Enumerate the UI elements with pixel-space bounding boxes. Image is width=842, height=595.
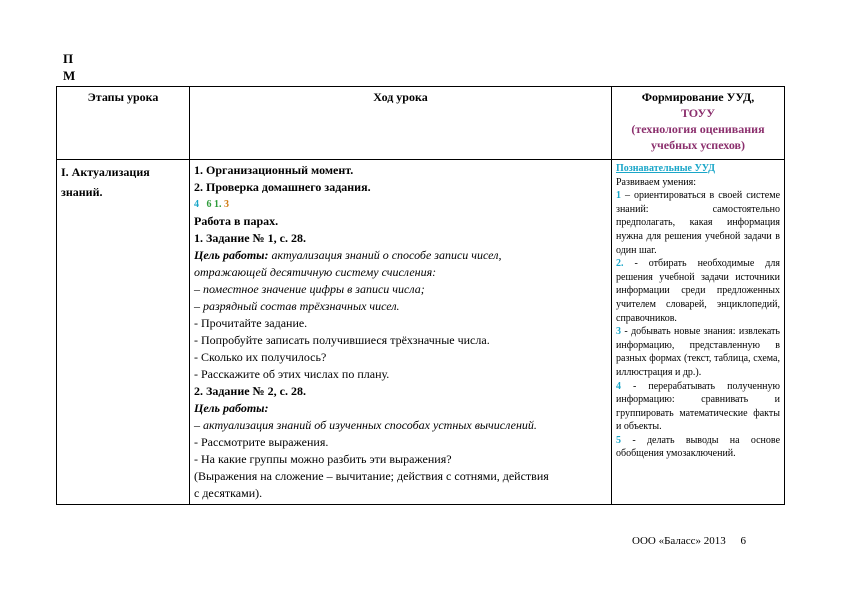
uud-item-3-text: - добывать новые знания: извлекать информацию, представленную в разных формах (текст, таблица, схема, иллюстрация и др.). — [616, 326, 780, 378]
corner-letter-2: М — [63, 68, 76, 83]
uud-item-2-num: 2. — [616, 258, 624, 270]
header-uud-line3: (технология оценивания — [631, 122, 765, 136]
course-task2-goal-text: – актуализация знаний об изученных способах устных вычислений. — [194, 418, 537, 432]
course-task1-point2: – разрядный состав трёхзначных чисел. — [194, 299, 400, 313]
course-instruction-1: - Прочитайте задание. — [194, 316, 308, 330]
uud-item-1 — [616, 189, 780, 257]
course-task1-title: 1. Задание № 1, с. 28. — [194, 231, 306, 245]
stage-cell — [57, 160, 190, 505]
uud-item-5 — [616, 434, 780, 461]
course-org-moment: 1. Организационный момент. — [194, 163, 354, 177]
course-numbers — [194, 196, 607, 213]
stage-line1: I. Актуализация — [61, 165, 150, 179]
content-row — [57, 160, 785, 505]
course-pair-work: Работа в парах. — [194, 214, 279, 228]
footer-page-number: 6 — [740, 535, 747, 547]
course-instruction-5: - Рассмотрите выражения. — [194, 435, 329, 449]
uud-intro: Развиваем умения: — [616, 176, 697, 188]
header-course-label: Ход урока — [373, 90, 428, 104]
course-answer-line1: (Выражения на сложение – вычитание; действия с сотнями, действия — [194, 469, 549, 483]
header-uud-line1: Формирование УУД, — [641, 90, 755, 104]
uud-cell — [612, 160, 785, 505]
course-task2-goal-label: Цель работы: — [194, 401, 269, 415]
uud-item-2-text: - отбирать необходимые для решения учебной задачи источники информации среди предложенных учителем словарей, энциклопедий, справочников. — [616, 258, 780, 324]
header-row — [57, 87, 785, 160]
header-uud-line2: ТОУУ — [680, 106, 716, 120]
stage-line2: знаний. — [61, 185, 103, 199]
header-stages — [57, 87, 190, 160]
header-uud-line4: учебных успехов) — [650, 138, 746, 152]
course-number-b: 6 — [206, 199, 212, 210]
course-instruction-2: - Попробуйте записать получившиеся трёхзначные числа. — [194, 333, 490, 347]
course-number-c: 1. — [214, 199, 222, 210]
footer-publisher: ООО «Баласс» 2013 — [632, 535, 726, 547]
course-cell — [190, 160, 612, 505]
course-homework-check: 2. Проверка домашнего задания. — [194, 180, 371, 194]
course-task1-goal-cont: отражающей десятичную систему счисления: — [194, 265, 437, 279]
uud-item-4-num: 4 — [616, 380, 621, 392]
uud-item-1-num: 1 — [616, 190, 621, 202]
course-task1-goal-label: Цель работы: — [194, 248, 269, 262]
course-task2-title: 2. Задание № 2, с. 28. — [194, 384, 306, 398]
course-instruction-6: - На какие группы можно разбить эти выражения? — [194, 452, 452, 466]
course-number-a: 4 — [194, 199, 199, 210]
uud-title: Познавательные УУД — [616, 163, 716, 174]
course-instruction-4: - Расскажите об этих числах по плану. — [194, 367, 390, 381]
header-course — [190, 87, 612, 160]
lesson-table — [56, 86, 785, 505]
corner-letters — [63, 50, 75, 84]
header-stages-label: Этапы урока — [87, 90, 159, 104]
page-footer — [632, 535, 746, 547]
course-answer-line2: с десятками). — [194, 486, 263, 500]
corner-letter-1: П — [63, 51, 74, 66]
uud-item-3-num: 3 — [616, 326, 621, 338]
uud-item-1-text: – ориентироваться в своей системе знаний: самостоятельно предполагать, какая информация нужна для решения учебной задачи в один шаг. — [616, 190, 781, 256]
course-task1-point1: – поместное значение цифры в записи числа; — [194, 282, 425, 296]
course-number-d: 3 — [224, 199, 229, 210]
uud-item-5-text: - делать выводы на основе обобщения умозаключений. — [616, 434, 781, 460]
uud-item-4-text: - перерабатывать полученную информацию: сравнивать и группировать математические факты и объекты. — [616, 380, 780, 433]
header-uud — [612, 87, 785, 160]
uud-item-2 — [616, 257, 780, 325]
course-instruction-3: - Сколько их получилось? — [194, 350, 327, 364]
uud-item-4 — [616, 380, 780, 434]
course-task1-goal — [194, 247, 607, 264]
uud-item-5-num: 5 — [616, 434, 621, 446]
uud-item-3 — [616, 325, 780, 379]
course-task1-goal-text: актуализация знаний о способе записи чисел, — [268, 248, 502, 262]
